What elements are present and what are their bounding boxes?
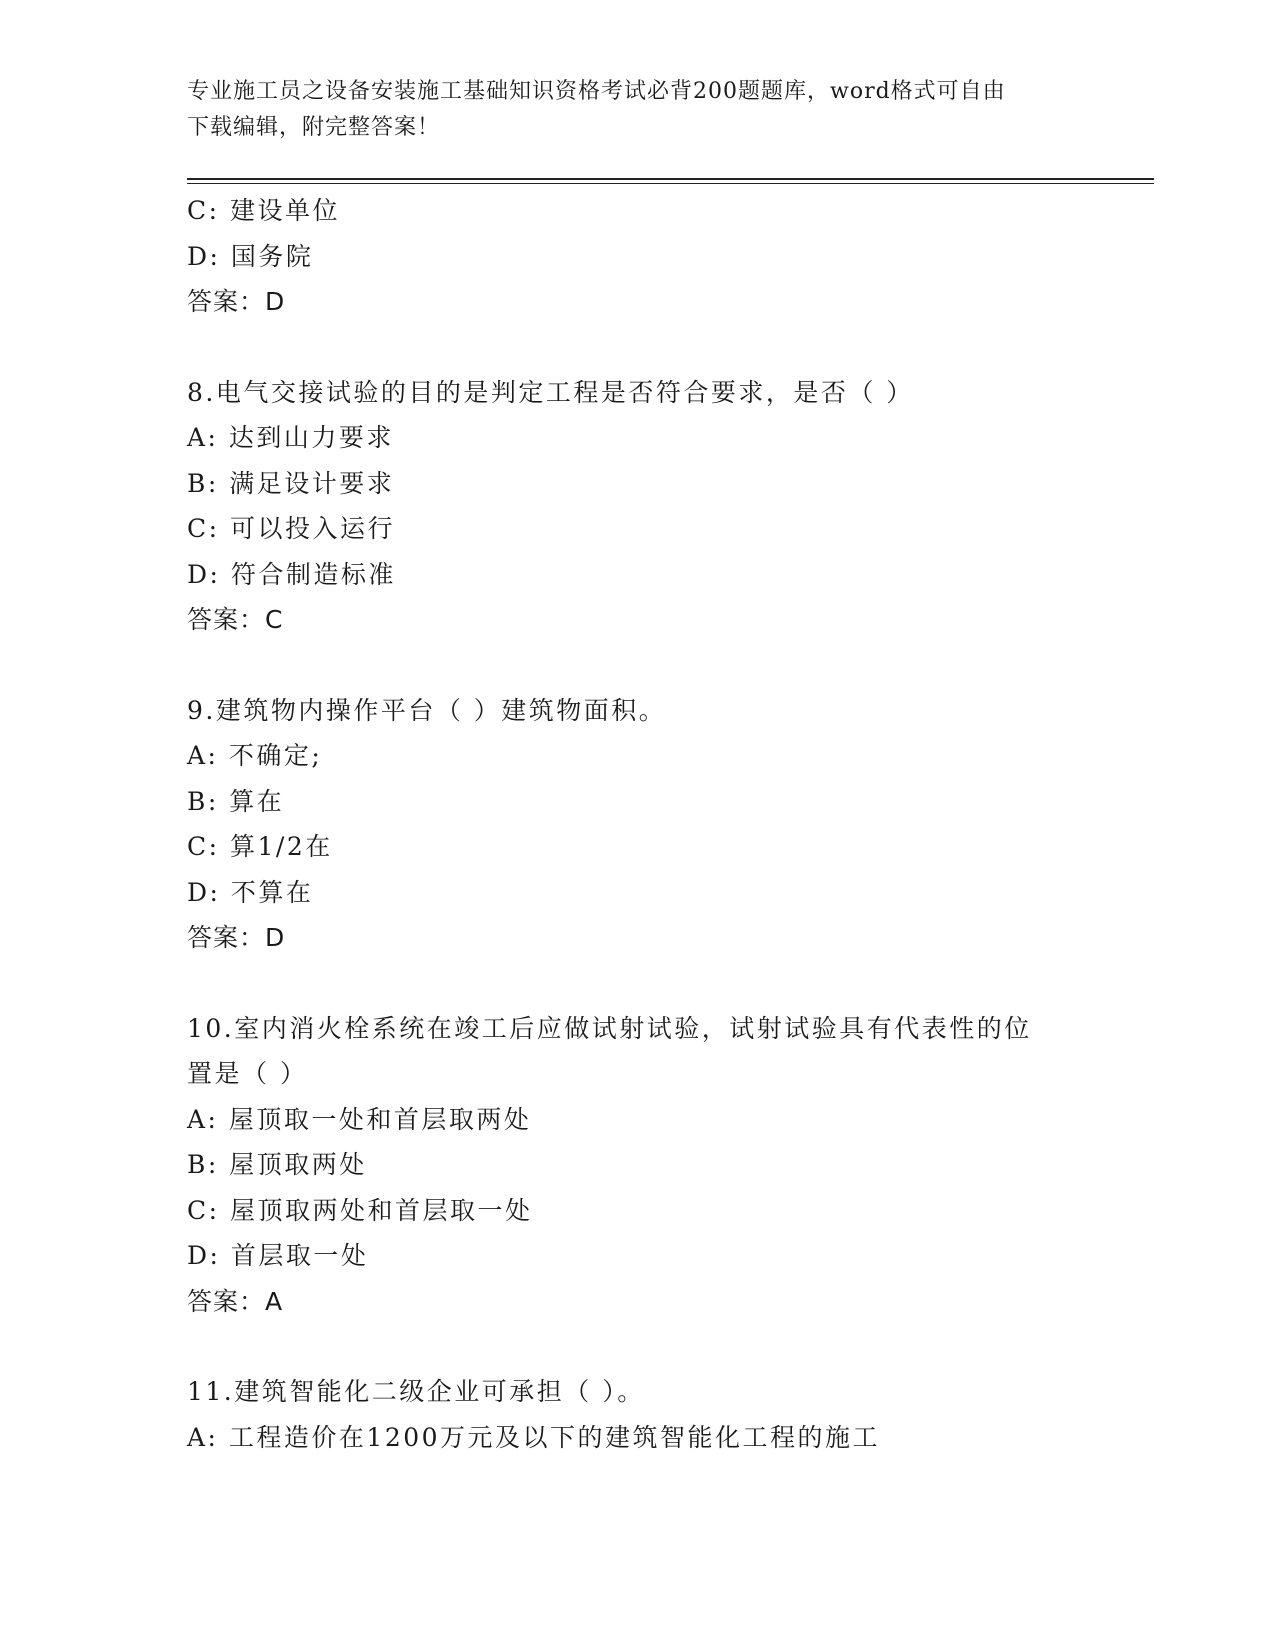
option-b: B: 屋顶取两处: [187, 1150, 367, 1179]
answer: 答案：A: [187, 1286, 284, 1316]
header-line-2: 下载编辑，附完整答案！: [187, 115, 441, 140]
prev-question-block: [187, 188, 1087, 325]
option-a: A: 工程造价在1200万元及以下的建筑智能化工程的施工: [187, 1422, 881, 1452]
question-9: [187, 688, 1087, 961]
header-line-1: 专业施工员之设备安装施工基础知识资格考试必背200题题库，word格式可自由: [187, 79, 1006, 104]
answer: 答案：C: [187, 605, 284, 634]
option-a: A: 屋顶取一处和首层取两处: [187, 1104, 532, 1134]
question-text: 8.电气交接试验的目的是判定工程是否符合要求，是否（ ）: [187, 377, 914, 407]
option-a: A: 不确定;: [187, 741, 323, 770]
option-c: C: 建设单位: [187, 196, 340, 225]
option-d: D: 首层取一处: [187, 1241, 369, 1270]
answer: 答案：D: [187, 287, 286, 316]
question-text-line-1: 10.室内消火栓系统在竣工后应做试射试验，试射试验具有代表性的位: [187, 1013, 1032, 1043]
option-a: A: 达到山力要求: [187, 423, 394, 452]
option-d: D: 国务院: [187, 241, 314, 271]
question-10: [187, 1006, 1087, 1325]
question-11: [187, 1369, 1087, 1460]
header-rule-thin: [187, 183, 1154, 184]
option-b: B: 算在: [187, 786, 285, 816]
option-c: C: 可以投入运行: [187, 514, 395, 543]
header-rule-thick: [187, 178, 1154, 180]
question-text: 11.建筑智能化二级企业可承担（ ）。: [187, 1377, 645, 1406]
option-c: C: 算1/2在: [187, 832, 333, 861]
question-8: [187, 370, 1087, 643]
question-text: 9.建筑物内操作平台（ ）建筑物面积。: [187, 695, 667, 725]
option-c: C: 屋顶取两处和首层取一处: [187, 1195, 533, 1225]
document-header: [187, 74, 1087, 146]
question-list: [187, 188, 1087, 1460]
answer: 答案：D: [187, 923, 286, 952]
option-d: D: 不算在: [187, 877, 314, 907]
option-d: D: 符合制造标准: [187, 559, 396, 589]
question-text-line-2: 置是（ ）: [187, 1059, 308, 1088]
option-b: B: 满足设计要求: [187, 468, 395, 498]
